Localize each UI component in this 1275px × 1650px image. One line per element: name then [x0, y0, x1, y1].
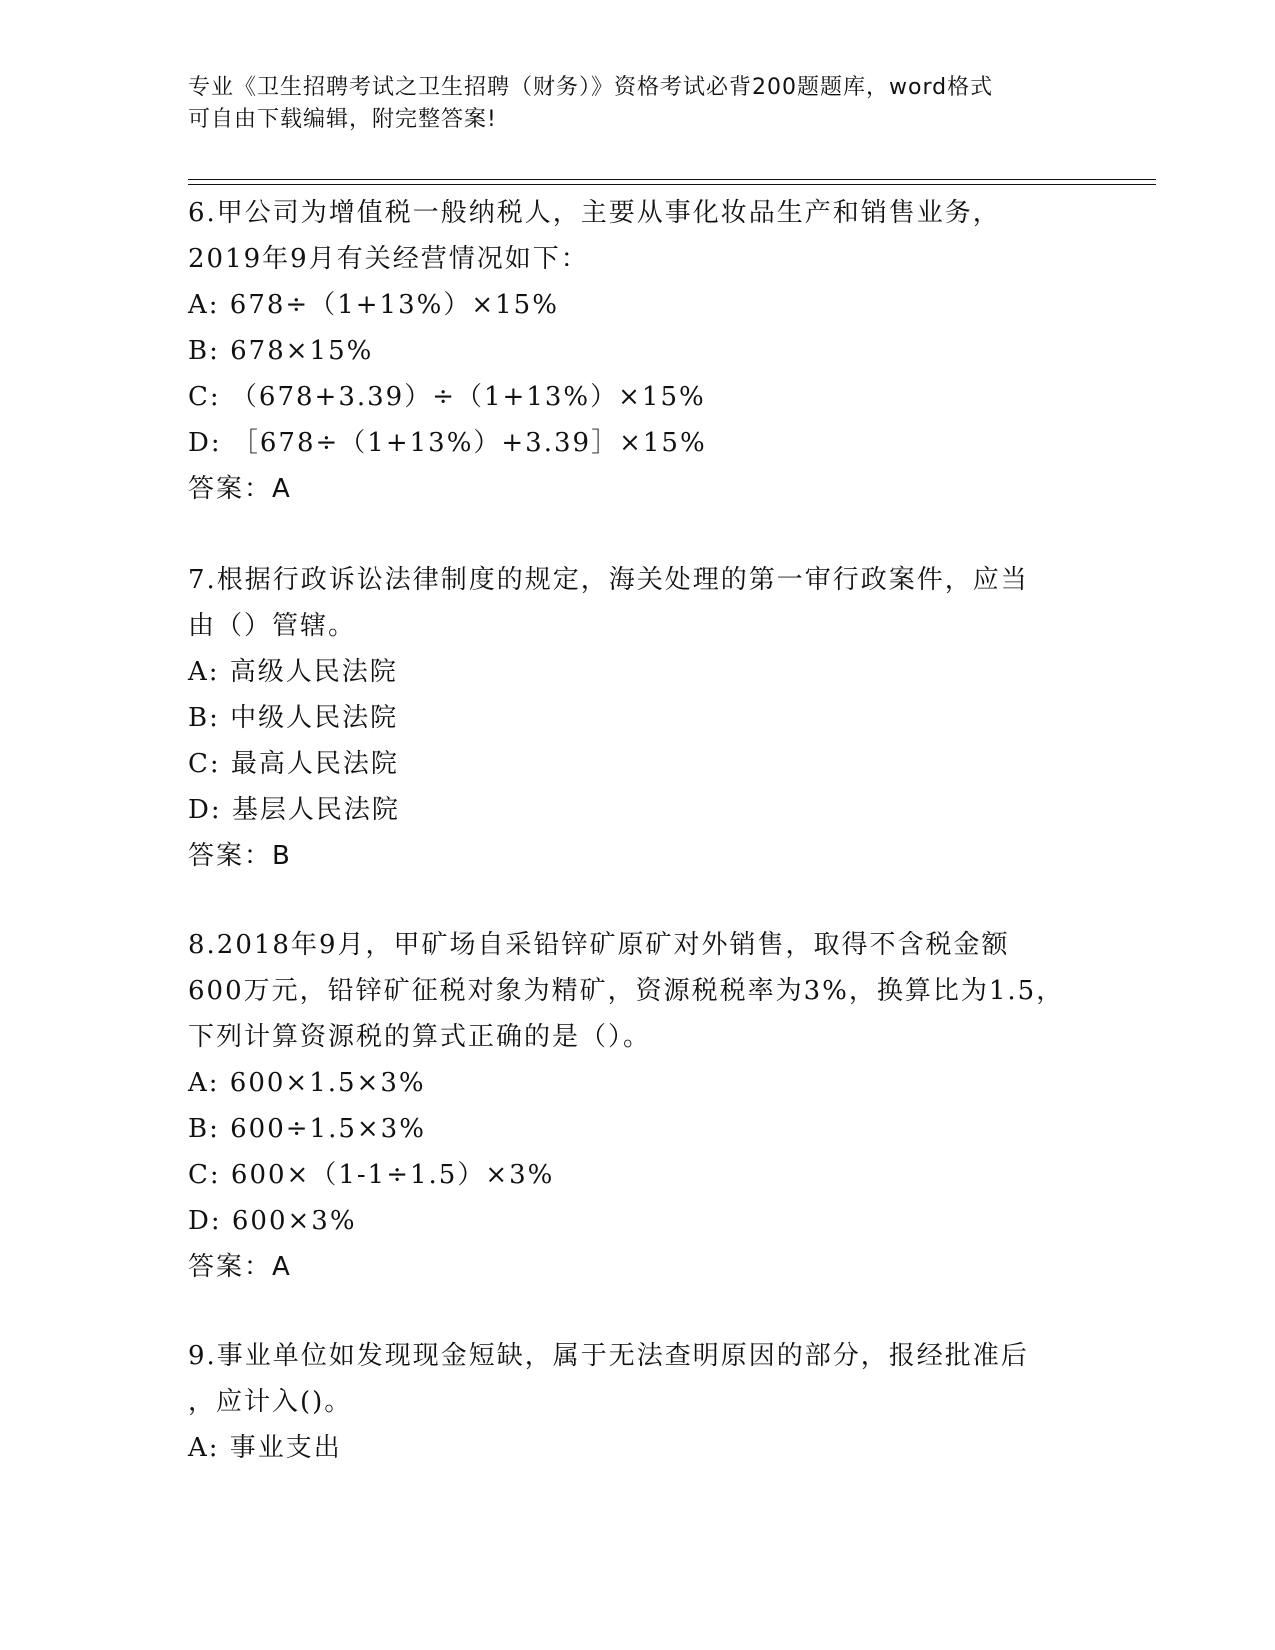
option-a: A: 事业支出 [188, 1433, 342, 1463]
answer-line: 答案：A [188, 474, 292, 504]
question-stem-line: 下列计算资源税的算式正确的是（）。 [188, 1022, 652, 1052]
header-divider-bottom [188, 184, 1156, 185]
answer-line: 答案：B [188, 841, 292, 871]
question-stem-line: 2019年9月有关经营情况如下： [188, 244, 589, 274]
question-stem-line: 6.甲公司为增值税一般纳税人，主要从事化妆品生产和销售业务， [188, 198, 1001, 228]
question-7 [188, 557, 1088, 879]
question-stem-line: 600万元，铅锌矿征税对象为精矿，资源税税率为3%，换算比为1.5， [188, 976, 1065, 1006]
question-9 [188, 1333, 1088, 1471]
header-divider-top [188, 179, 1156, 180]
answer-line: 答案：A [188, 1252, 292, 1282]
question-stem-line: 8.2018年9月，甲矿场自采铅锌矿原矿对外销售，取得不含税金额 [188, 930, 1010, 960]
question-stem-line: ，应计入()。 [188, 1387, 353, 1417]
option-a: A: 678÷（1+13%）×15% [188, 290, 559, 320]
option-c: C: 600×（1-1÷1.5）×3% [188, 1160, 555, 1190]
question-8 [188, 922, 1088, 1290]
option-b: B: 678×15% [188, 336, 374, 366]
question-stem-line: 9.事业单位如发现现金短缺，属于无法查明原因的部分，报经批准后 [188, 1341, 1029, 1371]
question-6 [188, 190, 1088, 512]
question-stem-line: 7.根据行政诉讼法律制度的规定，海关处理的第一审行政案件，应当 [188, 565, 1029, 595]
header-title-line-1: 专业《卫生招聘考试之卫生招聘（财务）》资格考试必背200题题库，word格式 [188, 75, 994, 100]
option-b: B: 中级人民法院 [188, 703, 399, 733]
option-d: D: ［678÷（1+13%）+3.39］×15% [188, 428, 707, 458]
document-header [188, 72, 1088, 136]
option-c: C: 最高人民法院 [188, 749, 399, 779]
option-b: B: 600÷1.5×3% [188, 1114, 426, 1144]
question-stem-line: 由（）管辖。 [188, 611, 357, 641]
header-title-line-2: 可自由下载编辑，附完整答案! [188, 107, 497, 132]
option-a: A: 高级人民法院 [188, 657, 398, 687]
option-d: D: 基层人民法院 [188, 795, 400, 825]
option-d: D: 600×3% [188, 1206, 357, 1236]
option-c: C: （678+3.39）÷（1+13%）×15% [188, 382, 706, 412]
option-a: A: 600×1.5×3% [188, 1068, 426, 1098]
